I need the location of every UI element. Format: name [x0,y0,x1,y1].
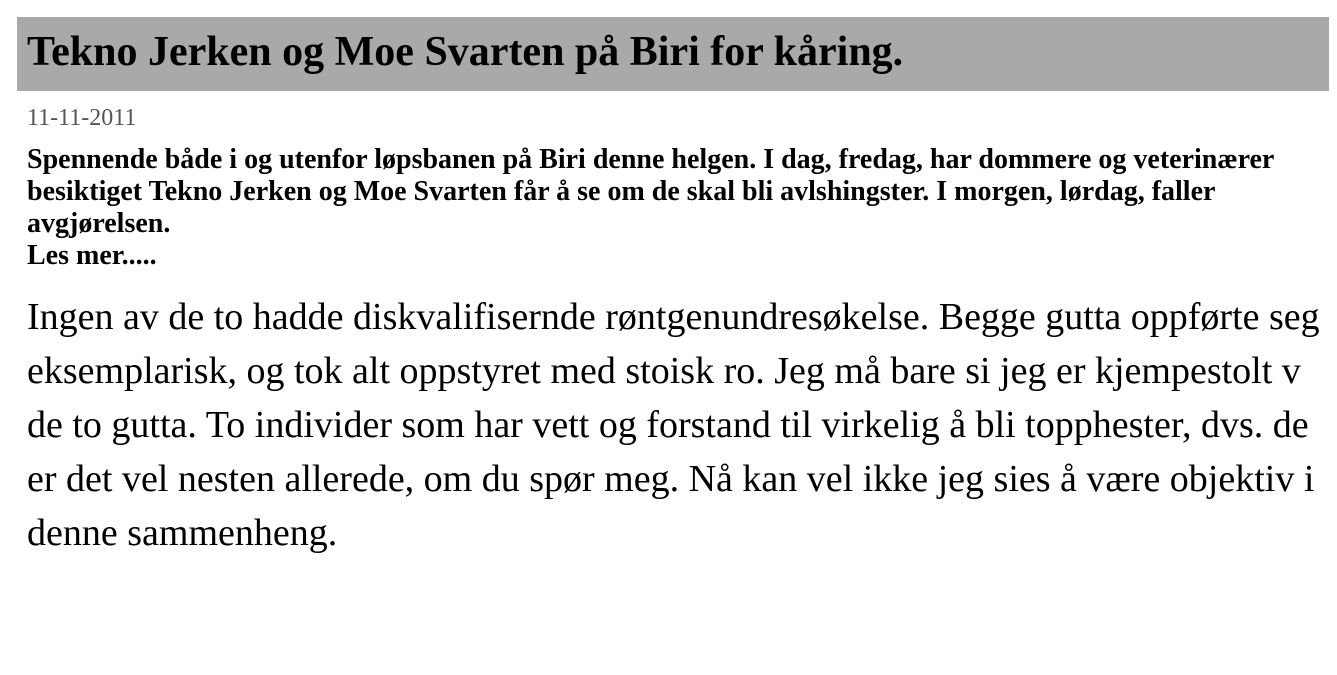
article-date: 11-11-2011 [27,105,137,131]
lead-paragraph: Spennende både i og utenfor løpsbanen på Biri denne helgen. I dag, fredag, har dommere og veterinærer besiktiget Tekno Jerken og Moe Svarten får å se om de skal bli avlshingster. I morgen, lørdag, faller avgjørelsen. [27,144,1274,239]
article-title: Tekno Jerken og Moe Svarten på Biri for kåring. [27,29,904,75]
news-article [17,17,1329,560]
article-body: Ingen av de to hadde diskvalifisernde røntgenundresøkelse. Begge gutta oppførte seg eksemplarisk, og tok alt oppstyret med stoisk ro. Jeg må bare si jeg er kjempestolt v de to gutta. To individer som har vett og forstand til virkelig å bli topphester, dvs. de er det vel nesten allerede, om du spør meg. Nå kan vel ikke jeg sies å være objektiv i denne sammenheng. [27,296,1320,554]
article-lead [27,144,1327,272]
read-more-link[interactable]: Les mer..... [27,240,157,271]
title-bar [17,17,1329,91]
